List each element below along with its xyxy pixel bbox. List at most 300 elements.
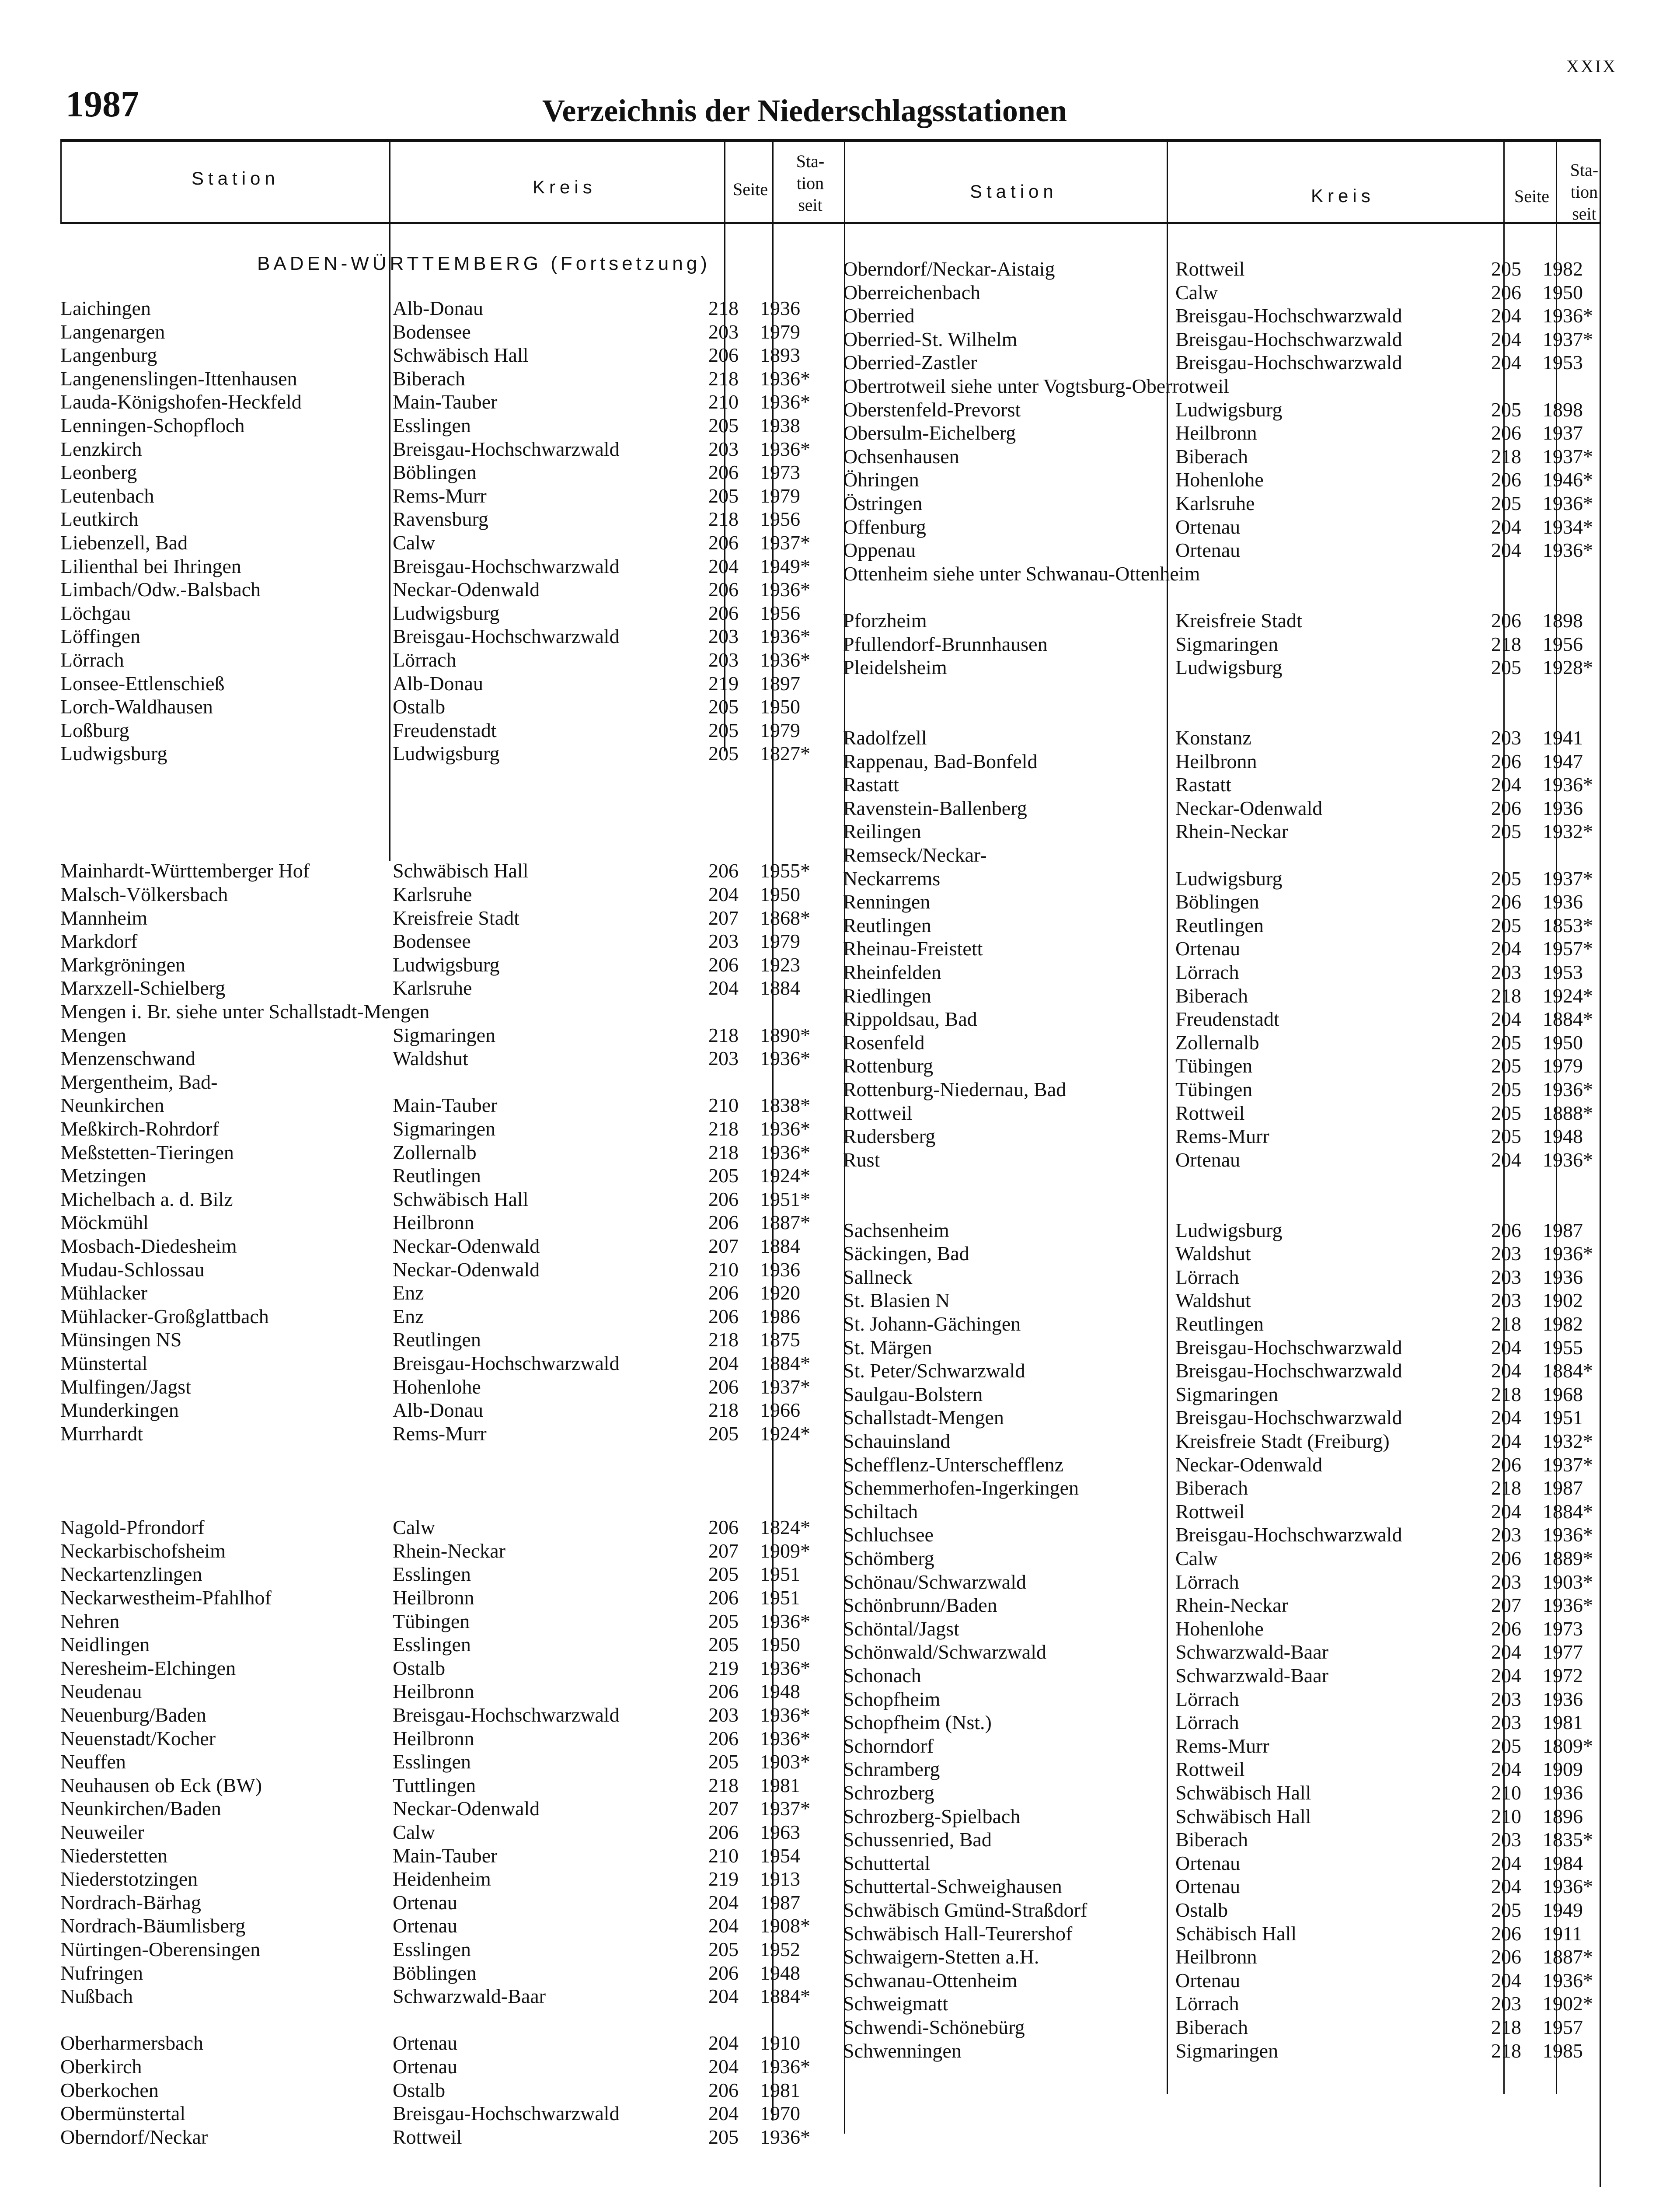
seite-cell: 218 xyxy=(1491,1313,1521,1335)
station-cell: Schrozberg-Spielbach xyxy=(843,1805,1021,1827)
station-cell: Mannheim xyxy=(60,906,148,929)
seite-cell: 203 xyxy=(708,1047,739,1070)
kreis-cell: Breisgau-Hochschwarzwald xyxy=(1175,1359,1402,1382)
seite-cell: 205 xyxy=(1491,492,1521,514)
seit-cell: 1853* xyxy=(1543,914,1593,936)
seit-cell: 1896 xyxy=(1543,1805,1583,1827)
seit-cell: 1949* xyxy=(760,555,810,577)
seite-cell: 205 xyxy=(1491,656,1521,679)
kreis-cell: Böblingen xyxy=(1175,891,1259,913)
seite-cell: 206 xyxy=(708,1282,739,1304)
station-cell: Rudersberg xyxy=(843,1125,936,1148)
table-row xyxy=(60,1992,1591,2016)
seit-cell: 1956 xyxy=(760,508,800,531)
seit-cell: 1936* xyxy=(760,649,810,671)
seit-cell: 1938 xyxy=(760,414,800,437)
header-seit-line2: tion xyxy=(1570,182,1598,202)
seite-cell: 206 xyxy=(1491,1453,1521,1476)
seite-cell: 205 xyxy=(1491,1125,1521,1148)
kreis-cell: Sigmaringen xyxy=(1175,632,1279,655)
station-cell: Obermünstertal xyxy=(60,2102,186,2125)
header-seit-left xyxy=(777,150,843,216)
seite-cell: 206 xyxy=(708,859,739,882)
seit-cell: 1936* xyxy=(1543,1523,1593,1546)
table-row xyxy=(60,1945,1591,1969)
seite-cell: 207 xyxy=(708,1797,739,1820)
kreis-cell: Alb-Donau xyxy=(393,672,483,695)
kreis-cell: Alb-Donau xyxy=(393,297,483,319)
seite-cell: 204 xyxy=(708,2032,739,2054)
kreis-cell: Lörrach xyxy=(1175,1265,1239,1288)
seite-cell: 204 xyxy=(1491,1148,1521,1171)
kreis-cell: Breisgau-Hochschwarzwald xyxy=(393,555,620,577)
seite-cell: 204 xyxy=(1491,1875,1521,1898)
kreis-cell: Rottweil xyxy=(1175,1500,1245,1523)
seite-cell: 203 xyxy=(1491,1242,1521,1265)
table-row xyxy=(60,1734,1591,1758)
table-row xyxy=(60,1476,1591,1500)
station-cell: Schramberg xyxy=(843,1758,940,1781)
station-cell: Schuttertal-Schweighausen xyxy=(843,1875,1062,1898)
seit-cell: 1893 xyxy=(760,344,800,367)
table-row xyxy=(60,914,1591,937)
kreis-cell: Ortenau xyxy=(393,1914,458,1937)
table-row xyxy=(60,890,1591,914)
table-row xyxy=(60,1805,1591,1828)
kreis-cell: Rhein-Neckar xyxy=(393,1539,505,1562)
station-cell: Murrhardt xyxy=(60,1422,143,1445)
table-row xyxy=(60,1242,1591,1265)
seite-cell: 205 xyxy=(1491,1899,1521,1921)
seite-cell: 204 xyxy=(1491,1359,1521,1382)
seite-cell: 206 xyxy=(708,1821,739,1843)
seit-cell: 1923 xyxy=(760,953,800,976)
station-cell: Nürtingen-Oberensingen xyxy=(60,1938,261,1960)
kreis-cell: Ludwigsburg xyxy=(1175,398,1283,421)
station-cell: Schweigmatt xyxy=(843,1992,948,2015)
table-header xyxy=(60,139,1601,224)
station-cell: Lonsee-Ettlenschieß xyxy=(60,672,225,695)
seit-cell: 1956 xyxy=(760,601,800,624)
station-cell: Schopfheim (Nst.) xyxy=(843,1711,992,1734)
divider xyxy=(1600,139,1601,2187)
seit-cell: 1936* xyxy=(1543,304,1593,327)
station-cell: Neckarbischofsheim xyxy=(60,1539,226,1562)
seit-cell: 1968 xyxy=(1543,1383,1583,1405)
seit-cell: 1913 xyxy=(760,1868,800,1890)
table-row xyxy=(60,1593,1591,1617)
seit-cell: 1936 xyxy=(760,1258,800,1281)
seite-cell: 204 xyxy=(1491,539,1521,562)
kreis-cell: Main-Tauber xyxy=(393,391,498,413)
seite-cell: 206 xyxy=(1491,797,1521,819)
table-row xyxy=(60,1617,1591,1641)
station-cell: Nehren xyxy=(60,1610,120,1632)
seit-cell: 1955 xyxy=(1543,1336,1583,1359)
table-row xyxy=(60,1547,1591,1570)
kreis-cell: Breisgau-Hochschwarzwald xyxy=(1175,304,1402,327)
station-cell: Oberharmersbach xyxy=(60,2032,203,2054)
seit-cell: 1835* xyxy=(1543,1828,1593,1851)
seit-cell: 1936* xyxy=(1543,1594,1593,1617)
seite-cell: 210 xyxy=(1491,1782,1521,1804)
seite-cell: 206 xyxy=(708,1305,739,1328)
kreis-cell: Biberach xyxy=(1175,445,1248,468)
seite-cell: 206 xyxy=(708,1680,739,1703)
seit-cell: 1936* xyxy=(760,391,810,413)
header-seit-line1: Sta- xyxy=(1570,160,1599,180)
station-cell: Markgröningen xyxy=(60,953,186,976)
kreis-cell: Enz xyxy=(393,1305,424,1328)
table-row xyxy=(60,984,1591,1008)
kreis-cell: Bodensee xyxy=(393,930,471,953)
kreis-cell: Ortenau xyxy=(393,2032,458,2054)
table-row xyxy=(60,1007,1591,1031)
seit-cell: 1884* xyxy=(1543,1008,1593,1031)
seite-cell: 218 xyxy=(708,508,739,531)
station-cell: Löchgau xyxy=(60,601,131,624)
seit-cell: 1982 xyxy=(1543,258,1583,280)
station-cell: Lorch-Waldhausen xyxy=(60,695,213,718)
station-cell: Neuenburg/Baden xyxy=(60,1704,206,1726)
seite-cell: 206 xyxy=(1491,1617,1521,1640)
seite-cell: 205 xyxy=(708,719,739,741)
station-cell: Ravenstein-Ballenberg xyxy=(843,797,1027,819)
station-cell: Niederstotzingen xyxy=(60,1868,198,1890)
seit-cell: 1936* xyxy=(1543,1242,1593,1265)
seite-cell: 205 xyxy=(708,695,739,718)
seit-cell: 1950 xyxy=(1543,1031,1583,1054)
seit-cell: 1936 xyxy=(1543,1265,1583,1288)
seite-cell: 206 xyxy=(1491,609,1521,632)
station-cell: Mühlacker xyxy=(60,1282,148,1304)
station-cell: Öhringen xyxy=(843,468,919,491)
seite-cell: 218 xyxy=(1491,2016,1521,2038)
station-cell: Mühlacker-Großglattbach xyxy=(60,1305,269,1328)
seit-cell: 1936* xyxy=(1543,539,1593,562)
station-cell: Pforzheim xyxy=(843,609,927,632)
seit-cell: 1936* xyxy=(760,1656,810,1679)
kreis-cell: Esslingen xyxy=(393,1750,471,1773)
kreis-cell: Neckar-Odenwald xyxy=(393,578,540,601)
table-row xyxy=(60,797,1591,820)
table-row xyxy=(60,445,1591,468)
station-cell: Schönau/Schwarzwald xyxy=(843,1570,1026,1593)
seit-cell: 1937* xyxy=(1543,445,1593,468)
kreis-cell: Reutlingen xyxy=(1175,1313,1264,1335)
seite-cell: 203 xyxy=(1491,727,1521,749)
table-row xyxy=(60,421,1591,445)
kreis-cell: Rhein-Neckar xyxy=(1175,820,1288,843)
kreis-cell: Zollernalb xyxy=(1175,1031,1259,1054)
table-row xyxy=(60,1664,1591,1687)
seite-cell: 206 xyxy=(1491,281,1521,304)
seit-cell: 1950 xyxy=(760,1633,800,1656)
seit-cell: 1973 xyxy=(760,461,800,484)
table-row xyxy=(60,1195,1591,1219)
station-cell: Schwanau-Ottenheim xyxy=(843,1969,1018,1991)
seite-cell: 204 xyxy=(1491,515,1521,538)
station-cell: Rippoldsau, Bad xyxy=(843,1008,977,1031)
seit-cell: 1936* xyxy=(760,578,810,601)
table-row xyxy=(60,1852,1591,1875)
seite-cell: 206 xyxy=(1491,1547,1521,1569)
seit-cell: 1972 xyxy=(1543,1664,1583,1687)
seit-cell: 1981 xyxy=(760,2079,800,2101)
station-cell: Neuenstadt/Kocher xyxy=(60,1727,216,1750)
seit-cell: 1936* xyxy=(760,1610,810,1632)
seite-cell: 206 xyxy=(708,1211,739,1234)
seit-cell: 1936* xyxy=(1543,1148,1593,1171)
seit-cell: 1982 xyxy=(1543,1313,1583,1335)
seit-cell: 1897 xyxy=(760,672,800,695)
station-cell: Schwenningen xyxy=(843,2039,962,2062)
seit-cell: 1936* xyxy=(760,1704,810,1726)
kreis-cell: Bodensee xyxy=(393,320,471,343)
seit-cell: 1911 xyxy=(1543,1922,1582,1945)
station-cell: Mengen xyxy=(60,1024,126,1046)
kreis-cell: Tübingen xyxy=(393,1610,470,1632)
seite-cell: 203 xyxy=(708,649,739,671)
seit-cell: 1956 xyxy=(1543,632,1583,655)
seite-cell: 206 xyxy=(708,953,739,976)
seit-cell: 1987 xyxy=(760,1891,800,1914)
seit-cell: 1950 xyxy=(760,695,800,718)
seit-cell: 1824* xyxy=(760,1516,810,1539)
kreis-cell: Neckar-Odenwald xyxy=(1175,1453,1323,1476)
station-cell: Schwendi-Schönebürg xyxy=(843,2016,1025,2038)
seite-cell: 203 xyxy=(1491,1828,1521,1851)
table-row xyxy=(60,1781,1591,1805)
station-cell: Oberkochen xyxy=(60,2079,159,2101)
kreis-cell: Lörrach xyxy=(1175,1687,1239,1710)
seite-cell: 203 xyxy=(1491,961,1521,983)
kreis-cell: Biberach xyxy=(393,367,466,390)
kreis-cell: Ostalb xyxy=(393,2079,446,2101)
table-row xyxy=(60,2079,1591,2102)
seit-cell: 1970 xyxy=(760,2102,800,2125)
seit-cell: 1951* xyxy=(760,1188,810,1210)
kreis-cell: Hohenlohe xyxy=(393,1375,481,1398)
kreis-cell: Breisgau-Hochschwarzwald xyxy=(393,1704,620,1726)
station-cell: Schussenried, Bad xyxy=(843,1828,992,1851)
seit-cell: 1924* xyxy=(760,1164,810,1187)
table-row xyxy=(60,750,1591,773)
seite-cell: 218 xyxy=(1491,1383,1521,1405)
kreis-cell: Ortenau xyxy=(1175,937,1241,960)
page-number: XXIX xyxy=(1566,56,1617,76)
seit-cell: 1898 xyxy=(1543,398,1583,421)
station-cell: Nordrach-Bäumlisberg xyxy=(60,1914,246,1937)
station-cell: Nagold-Pfrondorf xyxy=(60,1516,205,1539)
station-cell: Ochsenhausen xyxy=(843,445,959,468)
table-row xyxy=(60,656,1591,679)
seite-cell: 206 xyxy=(708,531,739,554)
kreis-cell: Biberach xyxy=(1175,984,1248,1007)
seite-cell: 206 xyxy=(1491,891,1521,913)
seite-cell: 206 xyxy=(708,1516,739,1539)
seite-cell: 205 xyxy=(708,484,739,507)
seite-cell: 204 xyxy=(708,1352,739,1374)
station-cell: Neunkirchen/Baden xyxy=(60,1797,221,1820)
kreis-cell: Neckar-Odenwald xyxy=(393,1797,540,1820)
kreis-cell: Reutlingen xyxy=(393,1328,481,1351)
station-cell: Schopfheim xyxy=(843,1687,941,1710)
station-cell: Neckarrems xyxy=(843,867,941,890)
kreis-cell: Esslingen xyxy=(393,1633,471,1656)
kreis-cell: Waldshut xyxy=(393,1047,468,1070)
seite-cell: 218 xyxy=(1491,2039,1521,2062)
seite-cell: 204 xyxy=(1491,1430,1521,1452)
station-cell: Neckarwestheim-Pfahlhof xyxy=(60,1586,272,1609)
table-row xyxy=(60,1640,1591,1664)
station-cell: Radolfzell xyxy=(843,727,927,749)
seit-cell: 1936 xyxy=(1543,891,1583,913)
kreis-cell: Enz xyxy=(393,1282,424,1304)
seite-cell: 203 xyxy=(1491,1687,1521,1710)
seite-cell: 205 xyxy=(1491,258,1521,280)
station-cell: Michelbach a. d. Bilz xyxy=(60,1188,233,1210)
seite-cell: 205 xyxy=(1491,1078,1521,1100)
station-cell: Rheinfelden xyxy=(843,961,941,983)
seite-cell: 218 xyxy=(1491,632,1521,655)
station-cell: Meßstetten-Tieringen xyxy=(60,1141,234,1163)
table-row xyxy=(60,1828,1591,1852)
station-cell: Metzingen xyxy=(60,1164,146,1187)
station-cell: Münsingen NS xyxy=(60,1328,182,1351)
table-row xyxy=(60,2039,1591,2063)
kreis-cell: Biberach xyxy=(1175,2016,1248,2038)
seit-cell: 1951 xyxy=(760,1586,800,1609)
kreis-cell: Sigmaringen xyxy=(393,1024,496,1046)
station-cell: Lenzkirch xyxy=(60,437,142,460)
station-cell: Neunkirchen xyxy=(60,1094,164,1117)
table-row xyxy=(60,679,1591,703)
station-cell: Schefflenz-Unterschefflenz xyxy=(843,1453,1064,1476)
seit-cell: 1936* xyxy=(1543,1078,1593,1100)
kreis-cell: Calw xyxy=(393,1821,436,1843)
kreis-cell: Ortenau xyxy=(393,1891,458,1914)
seite-cell: 206 xyxy=(708,1727,739,1750)
seit-cell: 1947 xyxy=(1543,750,1583,772)
seit-cell: 1910 xyxy=(760,2032,800,2054)
seit-cell: 1827* xyxy=(760,742,810,765)
section-label: BADEN-WÜRTTEMBERG (Fortsetzung) xyxy=(257,253,711,274)
station-cell: Schwaigern-Stetten a.H. xyxy=(843,1946,1039,1968)
seit-cell: 1936* xyxy=(1543,1875,1593,1898)
seite-cell: 207 xyxy=(1491,1594,1521,1617)
seit-cell: 1932* xyxy=(1543,1430,1593,1452)
kreis-cell: Heilbronn xyxy=(393,1211,474,1234)
station-cell: Lörrach xyxy=(60,649,124,671)
table-row xyxy=(60,562,1591,586)
seite-cell: 205 xyxy=(708,1633,739,1656)
seite-cell: 218 xyxy=(708,1774,739,1796)
kreis-cell: Schwäbisch Hall xyxy=(393,1188,529,1210)
station-cell: Ludwigsburg xyxy=(60,742,167,765)
seit-cell: 1979 xyxy=(760,719,800,741)
station-cell: Limbach/Odw.-Balsbach xyxy=(60,578,261,601)
kreis-cell: Main-Tauber xyxy=(393,1844,498,1867)
kreis-cell: Kreisfreie Stadt xyxy=(393,906,519,929)
seite-cell: 203 xyxy=(1491,1711,1521,1734)
kreis-cell: Lörrach xyxy=(1175,961,1239,983)
station-cell: Oberried-Zastler xyxy=(843,351,977,374)
seite-cell: 206 xyxy=(1491,468,1521,491)
seit-cell: 1937* xyxy=(1543,867,1593,890)
table-row xyxy=(60,1500,1591,1523)
seit-cell: 1941 xyxy=(1543,727,1583,749)
station-cell: Nufringen xyxy=(60,1961,143,1984)
seit-cell: 1977 xyxy=(1543,1641,1583,1663)
seit-cell: 1951 xyxy=(1543,1406,1583,1429)
station-cell: Oppenau xyxy=(843,539,916,562)
seit-cell: 1920 xyxy=(760,1282,800,1304)
table-row xyxy=(60,515,1591,539)
seite-cell: 204 xyxy=(1491,328,1521,350)
seite-cell: 219 xyxy=(708,1868,739,1890)
seite-cell: 205 xyxy=(708,1422,739,1445)
kreis-cell: Calw xyxy=(1175,1547,1218,1569)
station-cell: Neidlingen xyxy=(60,1633,150,1656)
station-cell: Pfullendorf-Brunnhausen xyxy=(843,632,1048,655)
table-row xyxy=(60,726,1591,750)
seit-cell: 1928* xyxy=(1543,656,1593,679)
seite-cell: 206 xyxy=(708,601,739,624)
station-cell: Niederstetten xyxy=(60,1844,168,1867)
seite-cell: 205 xyxy=(708,2125,739,2148)
kreis-cell: Rottweil xyxy=(1175,1758,1245,1781)
table-row xyxy=(60,1898,1591,1922)
kreis-cell: Ortenau xyxy=(1175,1969,1241,1991)
station-cell: Markdorf xyxy=(60,930,138,953)
seit-cell: 1936* xyxy=(760,367,810,390)
station-cell: Lauda-Königshofen-Heckfeld xyxy=(60,391,302,413)
station-cell: St. Blasien N xyxy=(843,1289,950,1312)
kreis-cell: Tübingen xyxy=(1175,1078,1253,1100)
seite-cell: 203 xyxy=(1491,1265,1521,1288)
station-cell: Rosenfeld xyxy=(843,1031,925,1054)
table-row xyxy=(60,1078,1591,1101)
kreis-cell: Heilbronn xyxy=(393,1680,474,1703)
seite-cell: 206 xyxy=(708,344,739,367)
kreis-cell: Hohenlohe xyxy=(1175,468,1264,491)
header-seit-line3: seit xyxy=(1572,204,1596,224)
seit-cell: 1936 xyxy=(1543,797,1583,819)
table-row xyxy=(60,1969,1591,1992)
table-row xyxy=(60,1171,1591,1195)
kreis-cell: Rems-Murr xyxy=(1175,1734,1269,1757)
seit-cell: 1984 xyxy=(1543,1852,1583,1874)
header-seite-right: Seite xyxy=(1514,186,1549,206)
seit-cell: 1884* xyxy=(760,1985,810,2008)
seit-cell: 1973 xyxy=(1543,1617,1583,1640)
station-cell: Obersulm-Eichelberg xyxy=(843,422,1016,444)
station-cell: Leutkirch xyxy=(60,508,139,531)
seit-cell: 1936* xyxy=(1543,773,1593,796)
kreis-cell: Breisgau-Hochschwarzwald xyxy=(1175,1406,1402,1429)
seite-cell: 205 xyxy=(708,414,739,437)
station-cell: Schrozberg xyxy=(843,1782,934,1804)
table-row xyxy=(60,1523,1591,1547)
seit-cell: 1937* xyxy=(760,531,810,554)
table-row xyxy=(60,1757,1591,1781)
seite-cell: 204 xyxy=(708,1914,739,1937)
seite-cell: 210 xyxy=(1491,1805,1521,1827)
station-cell: Schluchsee xyxy=(843,1523,934,1546)
seite-cell: 206 xyxy=(1491,422,1521,444)
table-row xyxy=(60,1265,1591,1289)
